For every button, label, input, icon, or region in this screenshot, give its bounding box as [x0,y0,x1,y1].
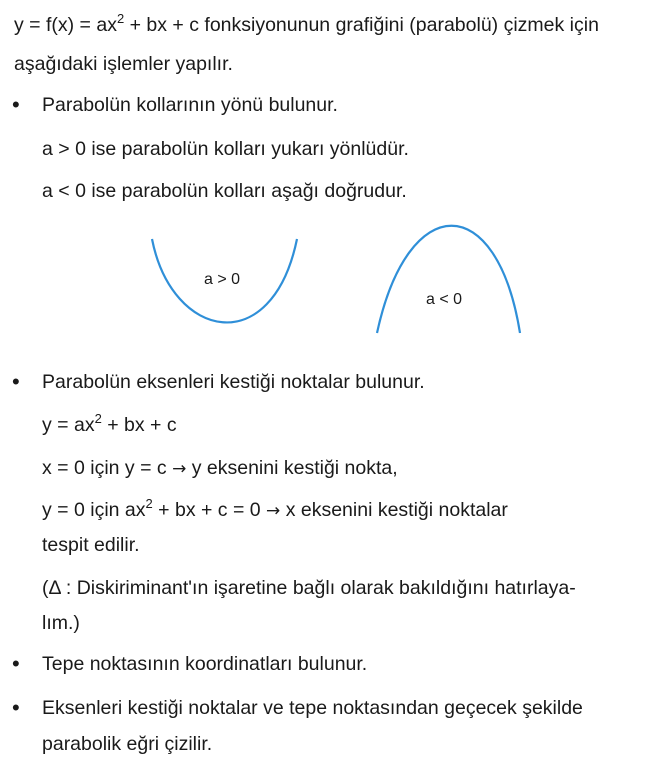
bullet-2: • [12,369,20,394]
intro-line-2: aşağıdaki işlemler yapılır. [14,53,233,75]
rule-a-negative: a < 0 ise parabolün kolları aşağı doğrudur. [42,180,407,202]
eq-part: y = ax [42,414,95,436]
section2-title: Parabolün eksenleri kestiği noktalar bulunur. [42,371,425,393]
section4-title-line-2: parabolik eğri çizilir. [42,733,213,755]
parabola-down-label: a < 0 [426,291,463,308]
y-zero-result: x eksenini kestiği noktalar [280,499,508,521]
right-arrow-icon: → [266,501,281,521]
y-zero-equation: + bx + c = 0 [152,499,267,521]
eq-rest: + bx + c [101,414,177,436]
general-equation [42,413,177,439]
section4-title-line-1: Eksenleri kestiği noktalar ve tepe noktasından geçecek şekilde [42,697,583,719]
eq-exponent: 2 [94,411,102,426]
intro-formula: y = f(x) = ax [14,14,117,36]
bullet-3: • [12,651,20,676]
bullet-4: • [12,695,20,720]
x-zero-text: x = 0 için y = c [42,457,173,479]
y-zero-text: y = 0 için ax [42,499,146,521]
section3-title: Tepe noktasının koordinatları bulunur. [42,653,368,675]
section1-title: Parabolün kollarının yönü bulunur. [42,94,338,116]
rule-a-positive: a > 0 ise parabolün kolları yukarı yönlüdür. [42,138,409,160]
parabola-down-curve [377,226,520,333]
intro-exponent: 2 [116,11,125,26]
x-zero-rule [42,456,398,481]
y-zero-rule [42,498,508,524]
note-line-1: (Δ : Diskiriminant'ın işaretine bağlı olarak bakıldığını hatırlaya- [42,577,576,599]
y-zero-continuation: tespit edilir. [42,534,140,556]
x-zero-result: y eksenini kestiği nokta, [186,457,398,479]
intro-text: + bx + c fonksiyonunun grafiğini (parabolü) çizmek için [124,14,599,36]
bullet-1: • [12,92,20,117]
parabola-up-label: a > 0 [204,271,241,288]
right-arrow-icon: → [172,459,187,479]
y-zero-exponent: 2 [145,496,153,511]
note-line-2: lım.) [42,612,80,634]
